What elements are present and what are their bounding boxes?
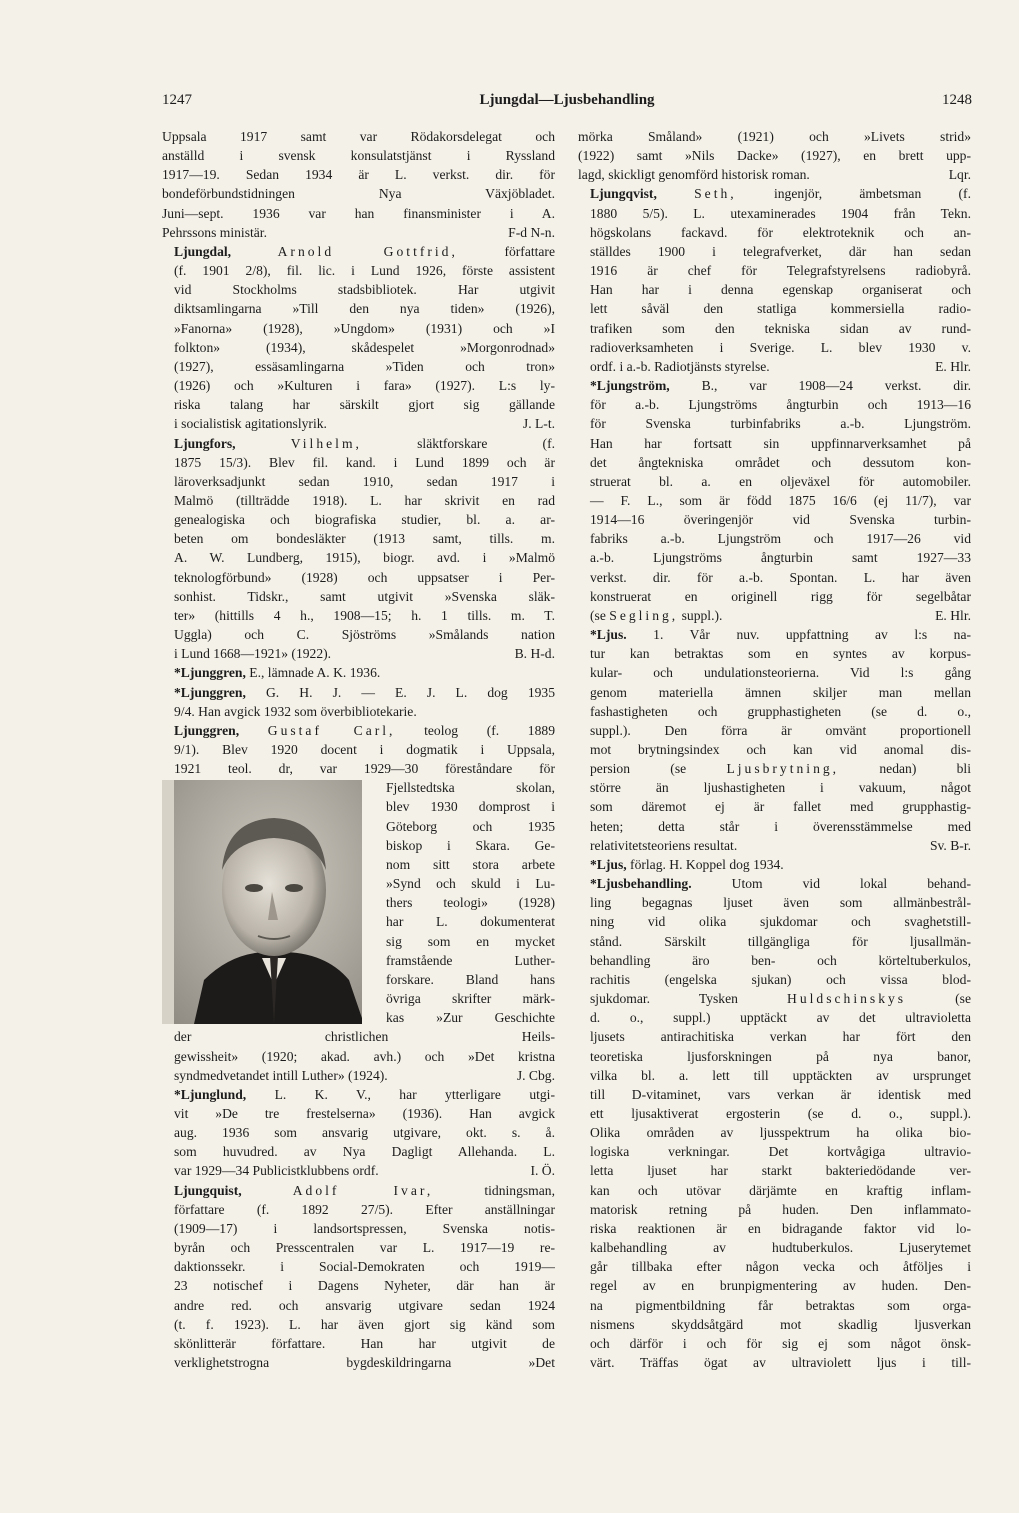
entry-headword: *Ljungström, <box>590 378 670 394</box>
signature: E. Hlr. <box>935 358 971 374</box>
entry-ljunggren-g: *Ljunggren, G. H. J. — E. J. L. dog 1935 9/4. Han avgick 1932 som överbibliotekarie. <box>174 684 555 719</box>
page-number-right: 1248 <box>942 92 972 108</box>
entry-continuation: Uppsala 1917 samt var Rödakorsdelegat och anställd i svensk konsulatstjänst i Ryssland 1917—19. Sedan 1934 är L. verkst. dir. för bondeförbundstidningen Nya Växjöbladet. Juni—sept. 1936 var han finansminister i A. Pehrssons ministär. F-d N-n. <box>162 127 555 242</box>
left-column <box>162 127 555 1372</box>
entry-ljus: *Ljus. 1. Vår nuv. uppfattning av l:s na- tur kan betraktas som en syntes av korpus- kular- och undulationsteorierna. Vid l:s gång genom materiella ämnen skiljer man mellan fashastigheten och grupphastigheten (se d. o., suppl.). Den förra är omvänt proportionell mot brytningsindex och kan vid anomal dis- persion (se Ljusbrytning, nedan) bli större än ljushastigheten i vakuum, något som däremot ej är fallet med grupphastig- heten; detta står i överensstämmelse med relativitetsteoriens resultat. Sv. B-r. <box>578 625 971 855</box>
entry-headword: *Ljusbehandling. <box>590 876 692 892</box>
entry-ljus-forlag: *Ljus, förlag. H. Koppel dog 1934. <box>590 856 784 872</box>
entry-headword: Ljungquist, <box>174 1182 242 1198</box>
entry-headword: *Ljus, <box>590 856 627 872</box>
signature: I. Ö. <box>530 1163 555 1179</box>
entry-ljungfors: Ljungfors, Vilhelm, släktforskare (f. 1875 15/3). Blev fil. kand. i Lund 1899 och är läroverksadjunkt sedan 1910, sedan 1917 i Malmö (tillträdde 1918). L. har skrivit en rad genealogiska och biografiska studier, bl. a. ar- beten om bondesläkter (1913 samt, tills. m. A. W. Lundberg, 1915), biogr. avd. i »Malmö teknologförbund» (1928) och uppsatser i Per- sonhist. Tidskr., samt utgivit »Svenska släk- ter» (hittills 4 h., 1908—15; h. 1 tills. m. T. Uggla) och C. Sjöströms »Smålands nation i Lund 1668—1921» (1922). B. H-d. <box>162 434 555 664</box>
signature: J. L-t. <box>522 416 555 432</box>
entry-ljungstrom: *Ljungström, B., var 1908—24 verkst. dir. för a.-b. Ljungströms ångturbin och 1913—16 för Svenska turbinfabriks a.-b. Ljungström. Han har fortsatt sin uppfinnarverksamhet på det ångtekniska området och dessutom kon- struerat bl. a. en oljeväxel för automobiler. — F. L., som är född 1875 16/6 (ej 11/7), var 1914—16 överingenjör vid Svenska turbin- fabriks a.-b. Ljungström och 1917—26 vid a.-b. Ljungströms ångturbin samt 1927—33 verkst. dir. för a.-b. Spontan. L. har även konstruerat en originell rigg för segelbåtar (se Segling, suppl.). E. Hlr. <box>578 376 971 625</box>
signature: J. Cbg. <box>516 1067 555 1083</box>
entry-headword: *Ljunglund, <box>174 1086 247 1102</box>
entry-ljunggren-e: *Ljunggren, E., lämnade A. K. 1936. <box>174 665 381 681</box>
entry-headword: Ljungdal, <box>174 243 232 259</box>
signature: E. Hlr. <box>935 607 971 623</box>
entry-ljunglund: *Ljunglund, L. K. V., har ytterligare utgi- vit »De tre frestelserna» (1936). Han avgick aug. 1936 som ansvarig utgivare, okt. s. å. som huvudred. av Nya Dagligt Allehanda. L. var 1929—34 Publicistklubbens ordf. I. Ö. <box>162 1085 555 1181</box>
entry-ljusbehandling: *Ljusbehandling. Utom vid lokal behand- ling begagnas ljuset även som allmänbestrål- ning vid olika sjukdomar och svaghetstill- stånd. Särskilt tillgängliga för ljusallmän- behandling äro ben- och körteltuberkulos, rachitis (engelska sjukan) och vissa blod- sjukdomar. Tysken Huldschinskys (se d. o., suppl.) upptäckt av det ultravioletta ljusets antirachitiska verkan har fört den teoretiska ljusforskningen på nya banor, vilka bl. a. lett till upptäckten av ursprunget till D-vitaminet, vars verkan är identisk med ett ljusaktiverat ergosterin (se d. o., suppl.). Olika områden av ljusspektrum ha olika bio- logiska verkningar. Det kortvågiga ultravio- letta ljuset har starkt bakteriedödande ver- kan och utövar därjämte en kraftig inflam- matorisk retning på huden. Den inflammato- riska reaktionen är en bidragande faktor vid lo- kalbehandling av hudtuberkulos. Ljuserytemet går tillbaka efter någon vecka och åtföljes i regel av en brunpigmentering av huden. Den- na pigmentbildning får betraktas som orga- nismens skyddsåtgärd mot skadlig ljusverkan och därför i och för sig ej som något önsk- värt. Träffas ögat av ultraviolett ljus i till- <box>590 876 971 1370</box>
entry-headword: Ljungfors, <box>174 435 236 451</box>
page-header <box>162 92 972 114</box>
entry-ljungdal: Ljungdal, Arnold Gottfrid, författare (f. 1901 2/8), fil. lic. i Lund 1926, förste assistent vid Stockholms stadsbibliotek. Har utgivit diktsamlingarna »Till den nya tiden» (1926), »Fanorna» (1928), »Ungdom» (1931) och »I folkton» (1934), skådespelet »Morgonrodnad» (1927), essäsamlingarna »Tiden och tron» (1926) och »Kulturen i fara» (1927). L:s ly- riska talang har särskilt gjort sig gällande i socialistisk agitationslyrik. J. L-t. <box>162 242 555 434</box>
entry-headword: Ljunggren, <box>174 722 240 738</box>
right-column <box>578 127 971 1372</box>
signature: F-d N-n. <box>508 224 555 240</box>
signature: Sv. B-r. <box>929 837 971 853</box>
entry-headword: Ljungqvist, <box>590 186 657 202</box>
entry-ljungqvist: Ljungqvist, Seth, ingenjör, ämbetsman (f. 1880 5/5). L. utexaminerades 1904 från Tekn. högskolans fackavd. för elektroteknik och an- ställdes 1900 i telegrafverket, där han sedan 1916 är chef för Telegrafstyrelsens radiobyrå. Han har i denna egenskap organiserat och lett såväl den statliga kommersiella radio- trafiken som den tekniska sidan av rund- radioverksamheten i Sverige. L. blev 1930 v. ordf. i a.-b. Radiotjänsts styrelse. E. Hlr. <box>578 184 971 376</box>
signature: B. H-d. <box>514 646 555 662</box>
running-title: Ljungdal—Ljusbehandling <box>479 92 655 108</box>
portrait-image <box>174 780 362 1024</box>
entry-headword: *Ljus. <box>590 627 627 643</box>
signature: Lqr. <box>948 167 971 183</box>
entry-continuation: mörka Småland» (1921) och »Livets strid» (1922) samt »Nils Dacke» (1927), en brett upp- lagd, skickligt genomförd historisk roman. Lqr. <box>578 127 971 184</box>
page-number-left: 1247 <box>162 92 192 108</box>
entry-ljungquist: Ljungquist, Adolf Ivar, tidningsman, författare (f. 1892 27/5). Efter anställningar (1909—17) i landsortspressen, Svenska notis- byrån och Presscentralen var L. 1917—19 re- daktionssekr. i Social-Demokraten och 1919— 23 notischef i Dagens Nyheter, där han är andre red. och ansvarig utgivare sedan 1924 (t. f. 1923). L. har även gjort sig känd som skönlitterär författare. Han har utgivit de verklighetstrogna bygdeskildringarna »Det <box>174 1182 555 1370</box>
portrait-photo <box>162 780 362 1024</box>
entry-headword: *Ljunggren, <box>174 665 246 681</box>
entry-headword: *Ljunggren, <box>174 684 246 700</box>
entry-ljunggren-gustaf: Ljunggren, Gustaf Carl, teolog (f. 1889 9/1). Blev 1920 docent i dogmatik i Uppsala, 1921 teol. dr, var 1929—30 föreståndare för Fjellstedtska skolan, blev 1930 domprost i Göteborg och 1935 biskop i Skara. Ge- nom sitt stora arbete »Synd och skuld i Lu- thers teologi» (1928) har L. dokumenterat sig som en mycket framstående Luther- forskare. Bland hans övriga skrifter märk- kas »Zur Geschichte der christlichen Heils- gewissheit» (1920; akad. avh.) och »Det kristna syndmedvetandet intill Luther» (1924). J. Cbg. <box>162 721 555 1085</box>
